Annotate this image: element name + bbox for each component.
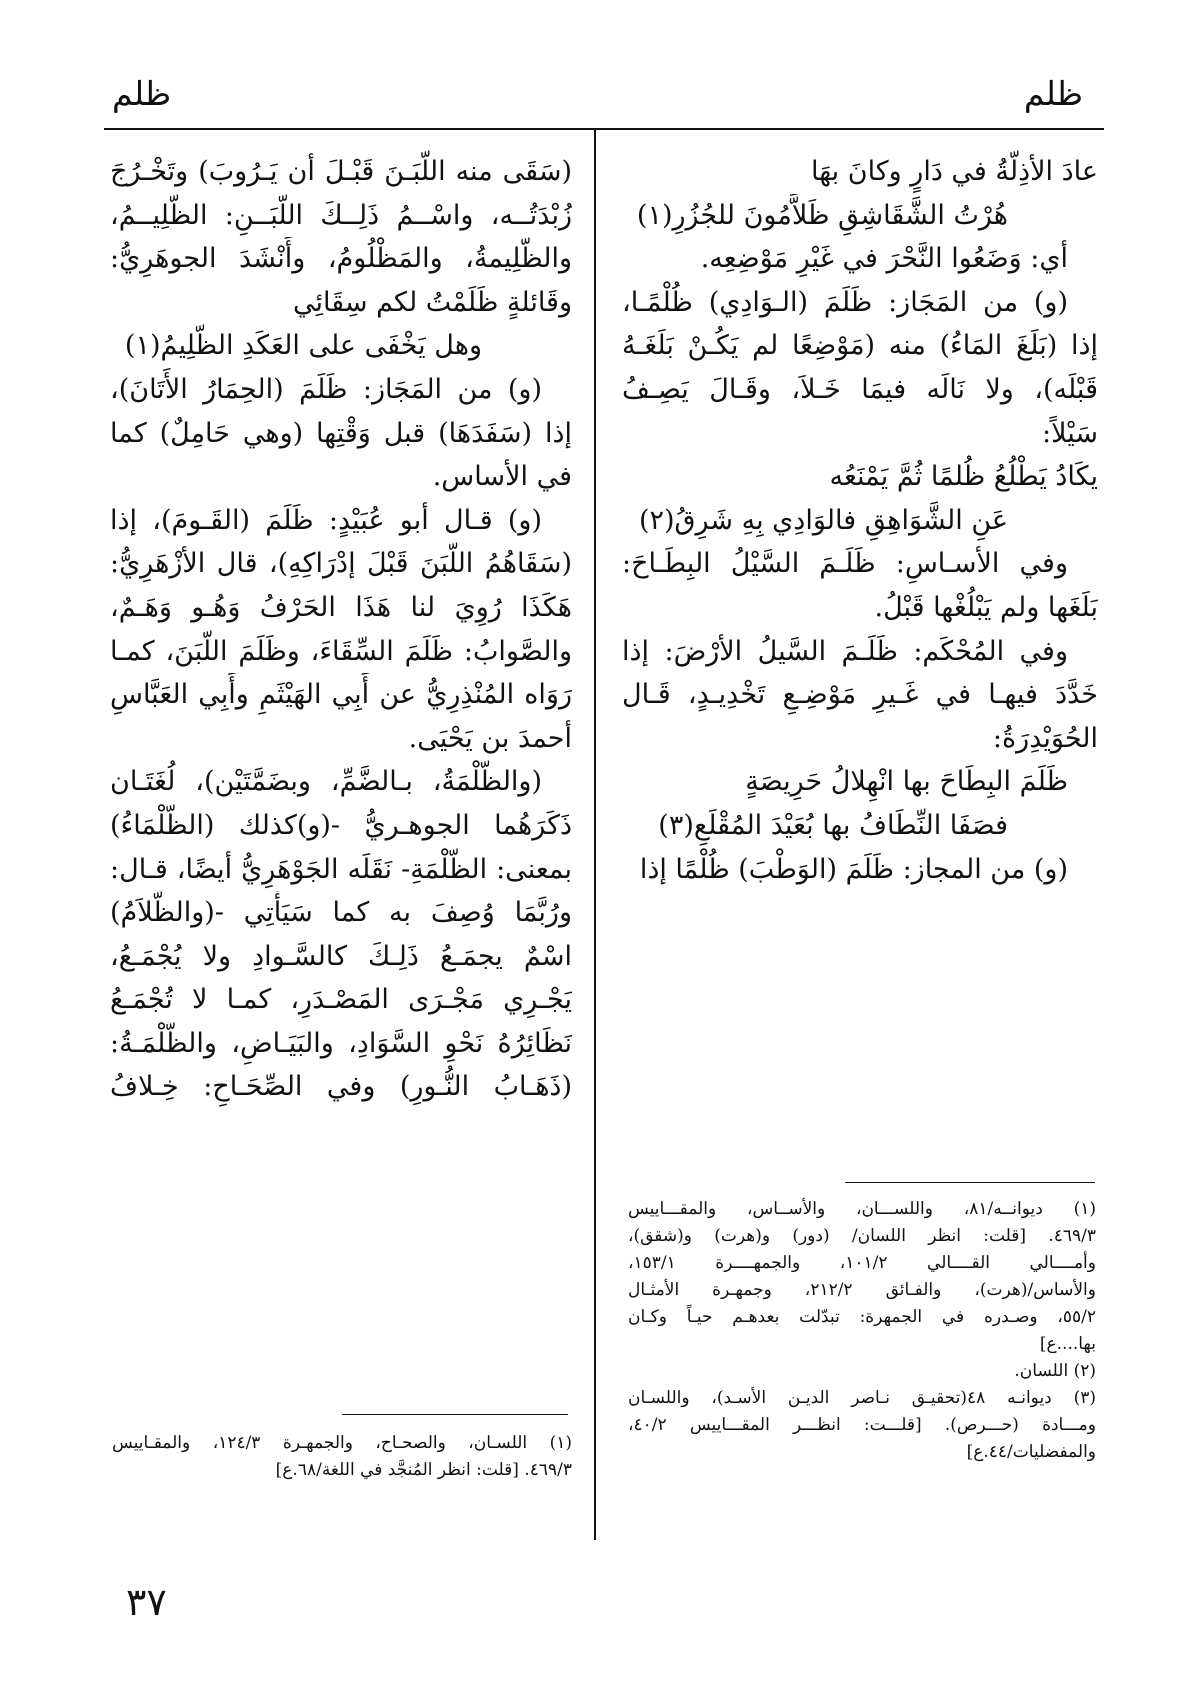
text-line: وفي المُحْكَم: ظَلَـمَ السَّيلُ الأرْضَ: إذا xyxy=(622,635,1068,667)
running-header-right: ظلم xyxy=(1023,74,1083,113)
page-number: ٣٧ xyxy=(126,1580,167,1624)
text-line: زُبْدَتُــه، واسْــمُ ذَلِــكَ اللَّبَــنِ: الظَّلِيــمُ، xyxy=(110,199,572,231)
text-line: إذا (سَفَدَهَا) قبل وَقْتِها (وهي حَامِلٌ) كما xyxy=(110,417,572,449)
text-line: الحُوَيْدِرَةُ: xyxy=(992,722,1098,754)
column-divider xyxy=(594,128,596,1540)
text-line: أحمدَ بن يَحْيَى. xyxy=(408,722,572,754)
verse-line: فصَفَا النِّطَافُ بها بُعَيْدَ المُقْلَعِ(٣) xyxy=(658,809,1008,841)
text-line: (و) من المَجَاز: ظَلَمَ (الحِمَارُ الأَتَانَ)، xyxy=(110,373,542,405)
running-header-left: ظلم xyxy=(112,74,172,113)
text-line: والظَّلِيمةُ، والمَظْلُومُ، وأَنْشَدَ الجوهَرِيُّ: xyxy=(110,243,572,275)
text-line: ذَكَرَهُما الجوهـريُّ -(و)كذلك (الظُّلْمَاءُ) xyxy=(110,809,572,841)
text-line: (و) قـال أبو عُبَيْدٍ: ظَلَمَ (القَـومَ)، إذا xyxy=(110,504,542,536)
text-line: أي: وَضَعُوا النَّحْرَ في غَيْرِ مَوْضِعِه. xyxy=(700,243,1068,275)
footnote-line: ٤٦٩/٣. [قلت: انظر المُنجَّد في اللغة/٦٨.ع] xyxy=(275,1460,572,1480)
footnote-rule-right xyxy=(845,1182,1095,1183)
text-line: خَدَّدَ فيهـا في غَـيرِ مَوْضِـعِ تَخْدِيـدٍ، قَـال xyxy=(622,679,1098,711)
footnote-line: والأساس/(هرت)، والفـائق ٢١٢/٢، وجمهـرة الأمثـال xyxy=(628,1280,1096,1300)
text-line: قَبْلَه)، ولا نَالَه فيمَا خَـلاَ، وقَـالَ يَصِـفُ xyxy=(622,373,1098,405)
text-line: عادَ الأذِلَّةُ في دَارٍ وكانَ بهَا xyxy=(810,156,1098,187)
right-column xyxy=(622,150,1098,891)
text-line: رَوَاه المُنْذِرِيُّ عن أَبِي الهَيْثَمِ وأَبِي العَبَّاسِ xyxy=(110,679,572,711)
text-line: (سَقَى منه اللَّبَـنَ قَبْـلَ أن يَـرُوبَ) وتَخْـرُجَ xyxy=(110,156,572,187)
text-line: سَيْلاً: xyxy=(1042,417,1098,449)
text-line: ورُبَّمَا وُصِفَ به كما سَيَأْتِي -(والظَّلاَمُ) xyxy=(110,897,572,929)
footnote-line: وأمــــالي القــــالي ١٠١/٢، والجمهــــرة ١٥٣/١، xyxy=(628,1253,1096,1273)
footnote-line: (٢) اللسان. xyxy=(1014,1361,1096,1381)
text-line: إذا (بَلَغَ المَاءُ) منه (مَوْضِعًا لم يَكُـنْ بَلَغَـهُ xyxy=(622,330,1098,362)
verse-line: هُرْتُ الشَّقَاشِقِ ظَلاَّمُونَ للجُزُرِ(١) xyxy=(636,199,1008,231)
footnote-line: بها....ع] xyxy=(1039,1334,1096,1354)
footnote-line: ٤٦٩/٣. [قلت: انظر اللسان/ (دور) و(هرت) و(شقق)، xyxy=(628,1226,1096,1246)
text-line: في الأساس. xyxy=(432,461,572,493)
text-line: (والظُّلْمَةُ، بـالضَّمِّ، وبضَمَّتَيْن)، لُغَتَـان xyxy=(110,766,542,798)
text-line: والصَّوابُ: ظَلَمَ السِّقَاءَ، وظَلَمَ اللَّبَنَ، كمـا xyxy=(110,635,572,667)
verse-line: وهل يَخْفَى على العَكَدِ الظَّلِيمُ(١) xyxy=(124,330,482,362)
text-line: هَكَذَا رُوِيَ لنا هَذَا الحَرْفُ وَهُـو وَهَـمٌ، xyxy=(110,591,572,623)
footnotes-right xyxy=(628,1196,1096,1466)
footnote-rule-left xyxy=(342,1414,568,1415)
footnotes-left xyxy=(112,1430,572,1484)
text-line: اسْمٌ يجمَـعُ ذَلِـكَ كالسَّـوادِ ولا يُجْمَـعُ، xyxy=(110,940,572,972)
verse-line: ظَلَمَ البِطَاحَ بها انْهِلالُ حَرِيصَةٍ xyxy=(745,766,1068,798)
text-line: نَظَائِرُهُ نَحْوِ السَّوَادِ، والبَيَـاضِ، والظُّلْمَـةُ: xyxy=(110,1027,572,1059)
text-line: بَلَغَها ولم يَبْلُغْها قَبْلُ. xyxy=(874,591,1098,623)
verse-line: وقَائلةٍ ظَلَمْتُ لكم سِقَائِي xyxy=(292,286,572,318)
text-line: (ذَهَـابُ النُّـورِ) وفي الصِّحَـاحِ: خِـلافُ xyxy=(110,1071,572,1103)
text-line: وفي الأسـاسِ: ظَلَـمَ السَّيْلُ البِطَـاحَ: xyxy=(622,548,1068,580)
text-line: (سَقَاهُمُ اللَّبَنَ قَبْلَ إدْرَاكِهِ)، قال الأزْهَرِيُّ: xyxy=(110,548,572,580)
text-line: يَجْـرِي مَجْـرَى المَصْـدَرِ، كمـا لا تُجْمَـعُ xyxy=(110,984,572,1016)
verse-line: يكَادُ يَطْلُعُ ظُلمًا ثُمَّ يَمْنَعُه xyxy=(829,461,1098,493)
footnote-line: ومـــادة (حـــرص). [قلـــت: انظـــر المقـــاييس ٤٠/٢، xyxy=(628,1415,1096,1435)
footnote-line: (٣) ديوانـه ٤٨(تحقيـق نـاصر الديـن الأسـد)، واللسـان xyxy=(628,1388,1096,1408)
footnote-line: ٥٥/٢، وصـدره في الجمهرة: تبدّلت بعدهـم حيـاً وكـان xyxy=(628,1307,1096,1327)
footnote-line: (١) اللسـان، والصحـاح، والجمهـرة ١٢٤/٣، والمقـاييس xyxy=(112,1433,572,1453)
footnote-line: والمفضليات/٤٤.ع] xyxy=(966,1442,1096,1462)
text-line: (و) من المَجَاز: ظَلَمَ (الـوَادِي) ظُلْمًـا، xyxy=(622,286,1068,318)
footnote-line: (١) ديوانــه/٨١، واللســـان، والأســاس، والمقـــاييس xyxy=(628,1199,1096,1219)
text-line: بمعنى: الظُّلْمَةِ- نَقَلَه الجَوْهَرِيُّ أيضًا، قـال: xyxy=(110,853,572,885)
text-line: (و) من المجاز: ظَلَمَ (الوَطْبَ) ظُلْمًا إذا xyxy=(639,853,1068,885)
header-rule xyxy=(104,128,1104,130)
left-column xyxy=(110,150,572,1109)
verse-line: عَنِ الشَّوَاهِقِ فالوَادِي بِهِ شَرِقُ(٢) xyxy=(638,504,1008,536)
